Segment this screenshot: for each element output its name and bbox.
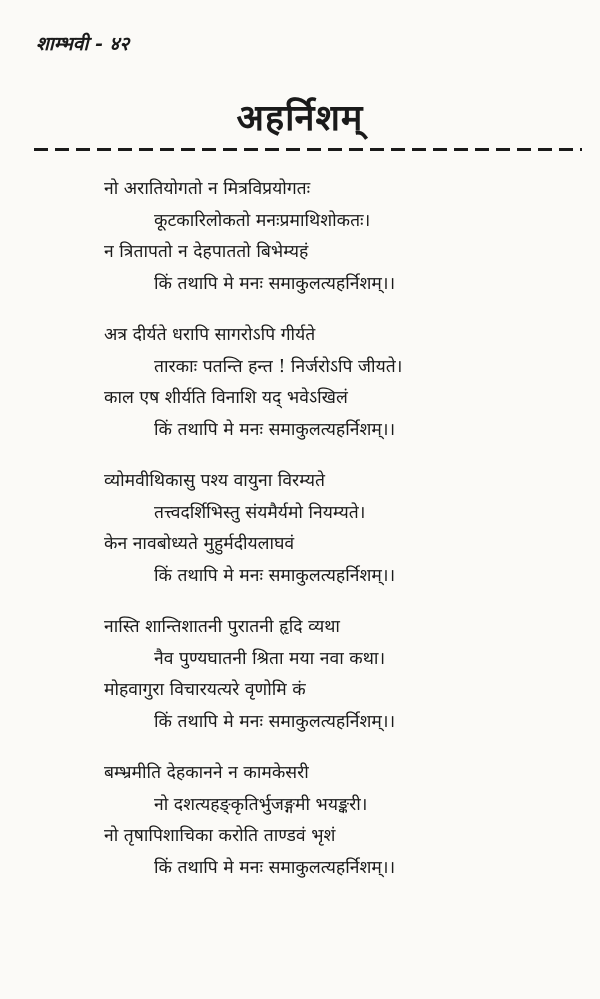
stanza <box>0 758 600 884</box>
verse-line: कूटकारिलोकतो मनःप्रमाथिशोकतः। <box>154 210 371 231</box>
verse-line: किं तथापि मे मनः समाकुलत्यहर्निशम्।। <box>154 565 396 586</box>
verse-line: व्योमवीथिकासु पश्य वायुना विरम्यते <box>104 471 326 491</box>
verse-line: न त्रितापतो न देहपाततो बिभेम्यहं <box>104 242 309 262</box>
stanza <box>0 174 600 300</box>
verse-line: नैव पुण्यघातनी श्रिता मया नवा कथा। <box>154 648 386 669</box>
verse-line: नो तृषापिशाचिका करोति ताण्डवं भृशं <box>104 826 336 846</box>
verse-line: काल एष शीर्यति विनाशि यद् भवेऽखिलं <box>104 388 348 408</box>
stanza <box>0 612 600 738</box>
verse-line: तारकाः पतन्ति हन्त ! निर्जरोऽपि जीयते। <box>154 356 403 377</box>
verse-line: अत्र दीर्यते धरापि सागरोऽपि गीर्यते <box>104 325 316 345</box>
verse-line: नास्ति शान्तिशातनी पुरातनी हृदि व्यथा <box>104 617 340 637</box>
verse-line: नो दशत्यहङ्कृतिर्भुजङ्गमी भयङ्करी। <box>154 794 368 815</box>
verse-line: बम्भ्रमीति देहकानने न कामकेसरी <box>104 763 309 783</box>
verse-line: केन नावबोध्यते मुहुर्मदीयलाघवं <box>104 534 295 554</box>
verse-line: किं तथापि मे मनः समाकुलत्यहर्निशम्।। <box>154 711 396 732</box>
stanza <box>0 320 600 446</box>
dashed-divider <box>34 148 582 151</box>
verse-line: किं तथापि मे मनः समाकुलत्यहर्निशम्।। <box>154 857 396 878</box>
verse-line: तत्त्वदर्शिभिस्तु संयमैर्यमो नियम्यते। <box>154 502 366 523</box>
stanza <box>0 466 600 592</box>
running-header: शाम्भवी - ४२ <box>36 33 130 55</box>
verse-line: किं तथापि मे मनः समाकुलत्यहर्निशम्।। <box>154 419 396 440</box>
poem-title: अहर्निशम् <box>236 97 364 139</box>
verse-line: मोहवागुरा विचारयत्यरे वृणोमि कं <box>104 680 306 700</box>
poem-body <box>0 174 600 904</box>
verse-line: किं तथापि मे मनः समाकुलत्यहर्निशम्।। <box>154 273 396 294</box>
verse-line: नो अरातियोगतो न मित्रविप्रयोगतः <box>104 179 311 199</box>
